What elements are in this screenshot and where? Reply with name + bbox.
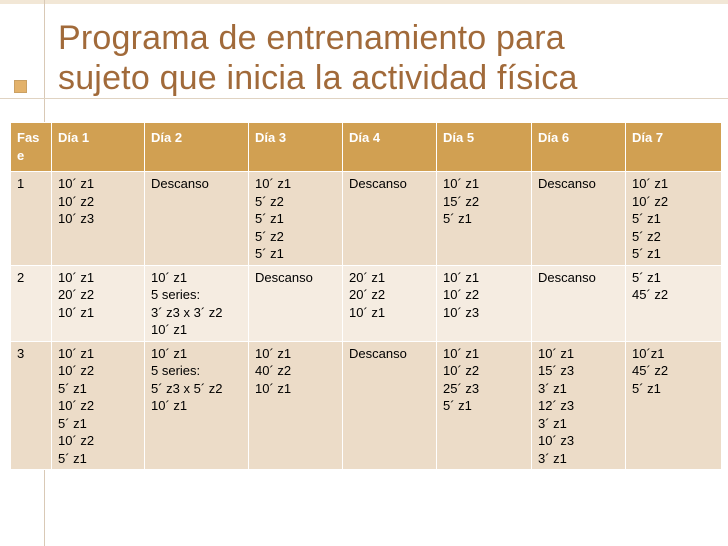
cell-dia-3 (249, 265, 343, 341)
cell-line: Descanso (349, 176, 407, 191)
cell-line: 10´ z1 (58, 304, 95, 320)
cell-fase: 2 (11, 265, 52, 341)
header-fase-part-1: Fas (17, 130, 40, 145)
cell-dia-4 (343, 265, 437, 341)
cell-line: 20´ z2 (58, 287, 95, 302)
cell-line: 15´ z2 (443, 193, 480, 209)
cell-line: 25´ z3 (443, 380, 480, 396)
cell-line: 5´ z1 (58, 450, 87, 466)
cell-dia-1 (52, 172, 145, 266)
cell-line: 20´ z1 (349, 269, 386, 285)
cell-line: 10´ z2 (443, 287, 480, 302)
cell-line: 40´ z2 (255, 363, 292, 378)
cell-line: 5´ z2 (632, 228, 661, 244)
cell-line: 10´ z1 (151, 345, 188, 361)
cell-line: 10´ z1 (58, 345, 95, 361)
cell-line: Descanso (349, 345, 407, 361)
cell-dia-1 (52, 341, 145, 470)
cell-line: 5´ z2 (255, 228, 284, 244)
header-dia-3: Día 3 (249, 123, 343, 172)
cell-line: 10´ z1 (632, 176, 669, 191)
cell-line: 10´ z1 (151, 269, 188, 285)
cell-line: 10´ z1 (58, 176, 95, 191)
title-divider (0, 98, 728, 99)
cell-line: 5´ z1 (632, 211, 661, 226)
cell-line: Descanso (538, 269, 596, 285)
cell-dia-5 (437, 341, 532, 470)
cell-dia-1 (52, 265, 145, 341)
cell-line: 10´ z2 (443, 363, 480, 378)
cell-line: 45´ z2 (632, 363, 669, 378)
cell-dia-3 (249, 341, 343, 470)
cell-line: 5´ z1 (632, 269, 661, 285)
cell-line: 10´ z1 (349, 304, 386, 320)
cell-line: 10´ z1 (443, 345, 480, 361)
cell-line: 10´ z2 (58, 398, 95, 413)
cell-dia-5 (437, 265, 532, 341)
cell-line: Descanso (151, 176, 209, 191)
header-fase (11, 123, 52, 172)
cell-line: 10´ z3 (443, 304, 480, 320)
cell-line: 10´ z1 (255, 345, 292, 361)
cell-line: 5´ z1 (443, 211, 472, 226)
top-rule (0, 0, 728, 4)
cell-line: 5´ z1 (443, 398, 472, 413)
cell-line: 15´ z3 (538, 363, 575, 378)
cell-dia-7 (626, 265, 722, 341)
cell-dia-2 (145, 341, 249, 470)
cell-dia-6 (532, 172, 626, 266)
cell-line: 5´ z2 (255, 193, 284, 209)
cell-line: 5´ z1 (58, 380, 87, 396)
cell-line: 5´ z1 (255, 211, 284, 226)
cell-dia-5 (437, 172, 532, 266)
cell-dia-6 (532, 265, 626, 341)
cell-line: Descanso (255, 269, 313, 285)
cell-line: 45´ z2 (632, 287, 669, 302)
cell-line: 10´ z2 (58, 363, 95, 378)
slide-title-line-1: Programa de entrenamiento para (58, 19, 565, 57)
cell-line: 5´ z1 (632, 380, 661, 396)
cell-dia-2 (145, 265, 249, 341)
cell-line: 5´ z1 (58, 415, 87, 431)
cell-line: 10´ z1 (443, 176, 480, 191)
cell-line: 10´ z1 (538, 345, 575, 361)
cell-dia-4 (343, 341, 437, 470)
cell-line: 10´z1 (632, 345, 665, 361)
training-program-table (10, 122, 722, 470)
header-fase-part-2: e (17, 147, 25, 163)
slide-title (58, 18, 718, 98)
cell-fase: 3 (11, 341, 52, 470)
cell-line: 10´ z2 (58, 433, 95, 448)
cell-dia-7 (626, 341, 722, 470)
table-row (11, 265, 722, 341)
cell-line: 10´ z2 (632, 193, 669, 209)
cell-dia-3 (249, 172, 343, 266)
cell-fase: 1 (11, 172, 52, 266)
header-dia-4: Día 4 (343, 123, 437, 172)
cell-line: 5´ z1 (255, 246, 284, 261)
table-body (11, 172, 722, 470)
header-dia-2: Día 2 (145, 123, 249, 172)
cell-line: 10´ z1 (443, 269, 480, 285)
cell-line: Descanso (538, 176, 596, 191)
cell-line: 5 series: (151, 287, 201, 302)
cell-line: 5´ z1 (632, 246, 661, 261)
cell-line: 3´ z1 (538, 415, 567, 431)
cell-line: 5 series: (151, 363, 201, 378)
cell-line: 10´ z3 (58, 211, 95, 226)
cell-line: 10´ z1 (255, 380, 292, 396)
header-dia-1: Día 1 (52, 123, 145, 172)
table-row (11, 172, 722, 266)
cell-dia-4 (343, 172, 437, 266)
cell-line: 10´ z1 (255, 176, 292, 191)
cell-line: 10´ z3 (538, 433, 575, 448)
cell-line: 3´ z1 (538, 380, 567, 396)
cell-line: 3´ z1 (538, 450, 567, 466)
cell-line: 3´ z3 x 3´ z2 (151, 304, 223, 320)
header-dia-5: Día 5 (437, 123, 532, 172)
cell-line: 5´ z3 x 5´ z2 (151, 380, 223, 396)
cell-line: 10´ z2 (58, 193, 95, 209)
table-row (11, 341, 722, 470)
cell-dia-7 (626, 172, 722, 266)
cell-line: 10´ z1 (151, 398, 188, 413)
cell-dia-2 (145, 172, 249, 266)
cell-line: 10´ z1 (151, 322, 188, 337)
accent-square-icon (14, 80, 27, 93)
cell-line: 20´ z2 (349, 287, 386, 302)
header-dia-7: Día 7 (626, 123, 722, 172)
cell-line: 12´ z3 (538, 398, 575, 413)
header-dia-6: Día 6 (532, 123, 626, 172)
cell-dia-6 (532, 341, 626, 470)
table-header-row (11, 123, 722, 172)
slide-title-line-2: sujeto que inicia la actividad física (58, 59, 578, 97)
cell-line: 10´ z1 (58, 269, 95, 285)
